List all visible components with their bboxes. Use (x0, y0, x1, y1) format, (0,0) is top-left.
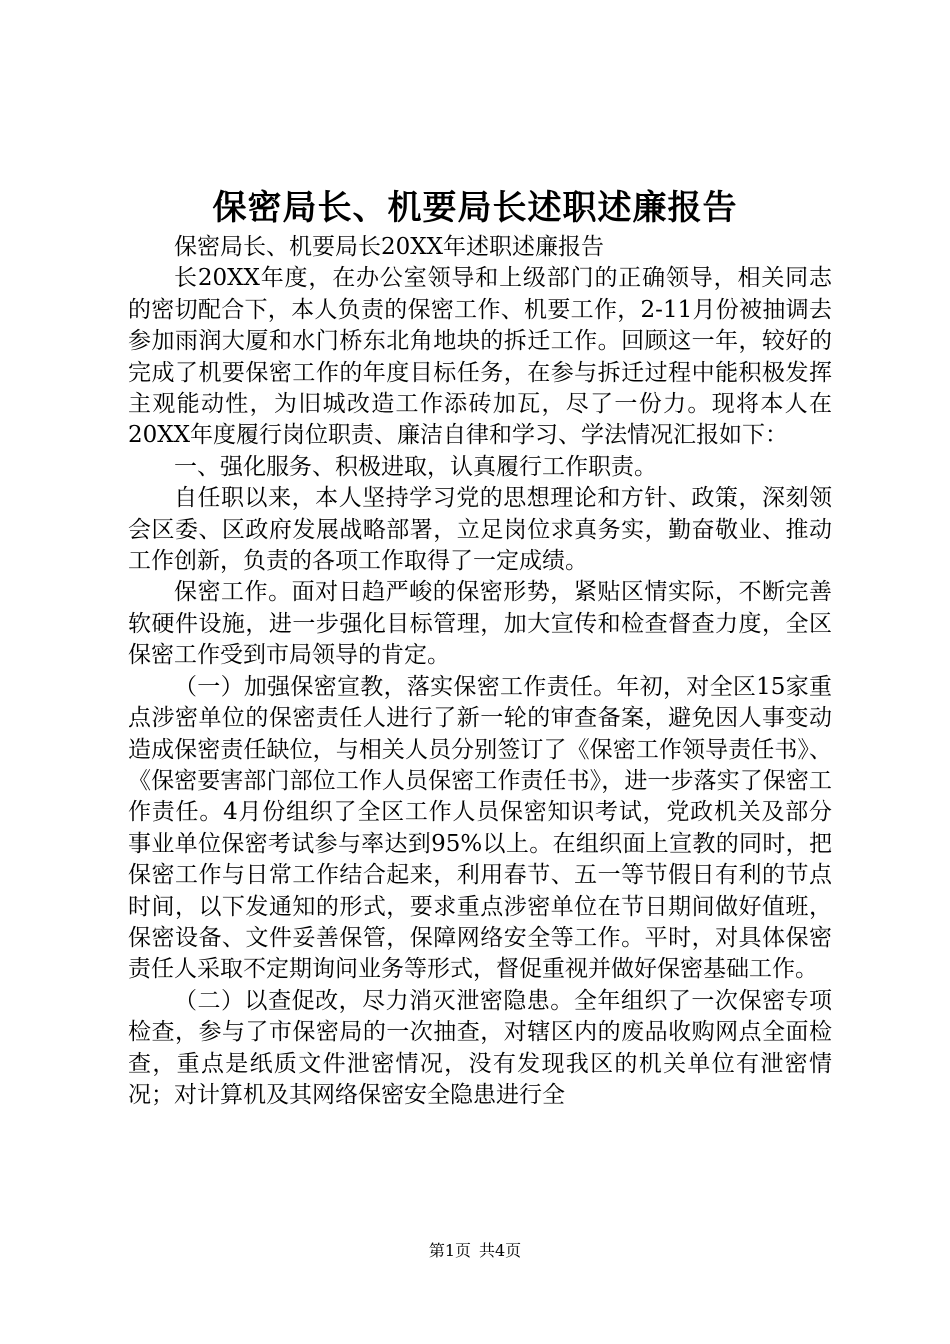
page-number: 第1页 (428, 1241, 471, 1260)
document-title: 保密局长、机要局长述职述廉报告 (212, 188, 738, 228)
paragraph-item-1: （一）加强保密宣教，落实保密工作责任。年初，对全区15家重点涉密单位的保密责任人进行了新一轮的审查备案，避免因人事变动造成保密责任缺位，与相关人员分别签订了《保密工作领导责任书》、《保密要害部门部位工作人员保密工作责任书》，进一步落实了保密工作责任。4月份组织了全区工作人员保密知识考试，党政机关及部分事业单位保密考试参与率达到95%以上。在组织面上宣教的同时，把保密工作与日常工作结合起来，利用春节、五一等节假日有利的节点时间，以下发通知的形式，要求重点涉密单位在节日期间做好值班，保密设备、文件妥善保管，保障网络安全等工作。平时，对具体保密责任人采取不定期询问业务等形式，督促重视并做好保密基础工作。 (128, 673, 832, 983)
paragraph-subtitle: 保密局长、机要局长20XX年述职述廉报告 (174, 234, 605, 260)
document-body (128, 232, 832, 1111)
section-heading-1: 一、强化服务、积极进取，认真履行工作职责。 (174, 453, 657, 480)
paragraph-overview: 自任职以来，本人坚持学习党的思想理论和方针、政策，深刻领会区委、区政府发展战略部署，立足岗位求真务实，勤奋敬业、推动工作创新，负责的各项工作取得了一定成绩。 (128, 485, 832, 575)
page-footer (0, 1239, 950, 1263)
page-total: 共4页 (479, 1241, 522, 1260)
paragraph-item-2: （二）以查促改，尽力消灭泄密隐患。全年组织了一次保密专项检查，参与了市保密局的一次抽查，对辖区内的废品收购网点全面检查，重点是纸质文件泄密情况，没有发现我区的机关单位有泄密情况；对计算机及其网络保密安全隐患进行全 (128, 987, 832, 1108)
paragraph-security-work: 保密工作。面对日趋严峻的保密形势，紧贴区情实际，不断完善软硬件设施，进一步强化目标管理，加大宣传和检查督查力度，全区保密工作受到市局领导的肯定。 (128, 579, 832, 669)
paragraph-intro: 长20XX年度，在办公室领导和上级部门的正确领导，相关同志的密切配合下，本人负责的保密工作、机要工作，2-11月份被抽调去参加雨润大厦和水门桥东北角地块的拆迁工作。回顾这一年，较好的完成了机要保密工作的年度目标任务，在参与拆迁过程中能积极发挥主观能动性，为旧城改造工作添砖加瓦，尽了一份力。现将本人在20XX年度履行岗位职责、廉洁自律和学习、学法情况汇报如下： (128, 265, 832, 449)
